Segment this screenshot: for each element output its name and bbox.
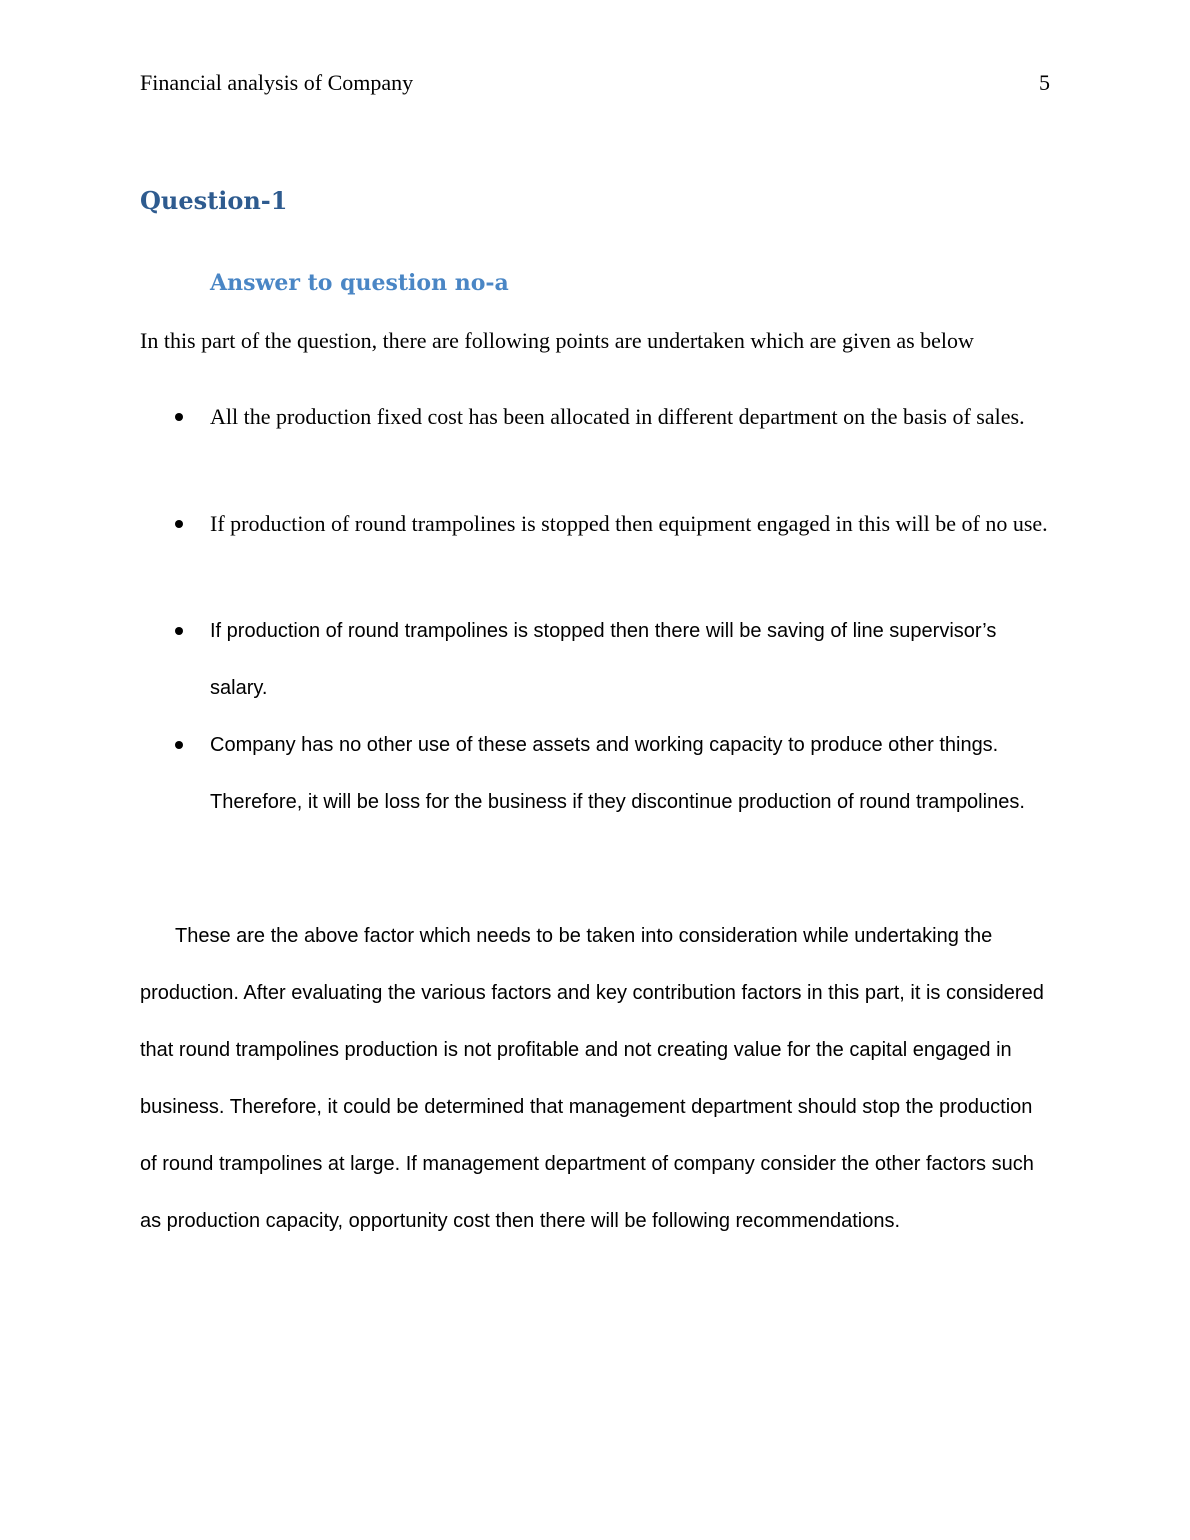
bullet-icon [175,627,183,635]
list-item-text: All the production fixed cost has been allocated in different department on the basis of sales. [210,404,1025,429]
section-heading: Question-1 [140,186,288,215]
body-paragraph: These are the above factor which needs to be taken into consideration while undertaking the production. After evaluating the various factors and key contribution factors in this part, it is considered that round trampolines production is not profitable and not creating value for the capital engaged in business. Therefore, it could be determined that management department should stop the production of round trampolines at large. If management department of company consider the other factors such as production capacity, opportunity cost then there will be following recommendations. [140,925,1044,1232]
bullet-icon [175,413,183,421]
list-item-text: Company has no other use of these assets and working capacity to produce other things. Therefore, it will be loss for the business if they discontinue production of round trampolines. [210,734,1025,813]
page-number: 5 [1039,70,1050,95]
page-header [140,70,1050,100]
bullet-icon [175,520,183,528]
section-subheading: Answer to question no-a [210,270,509,296]
header-title: Financial analysis of Company [140,70,414,95]
list-item-text: If production of round trampolines is stopped then equipment engaged in this will be of no use. [210,511,1048,536]
list-item-text: If production of round trampolines is stopped then there will be saving of line supervisor’s salary. [210,620,997,699]
intro-text: In this part of the question, there are following points are undertaken which are given as below [140,328,974,353]
bullet-icon [175,741,183,749]
